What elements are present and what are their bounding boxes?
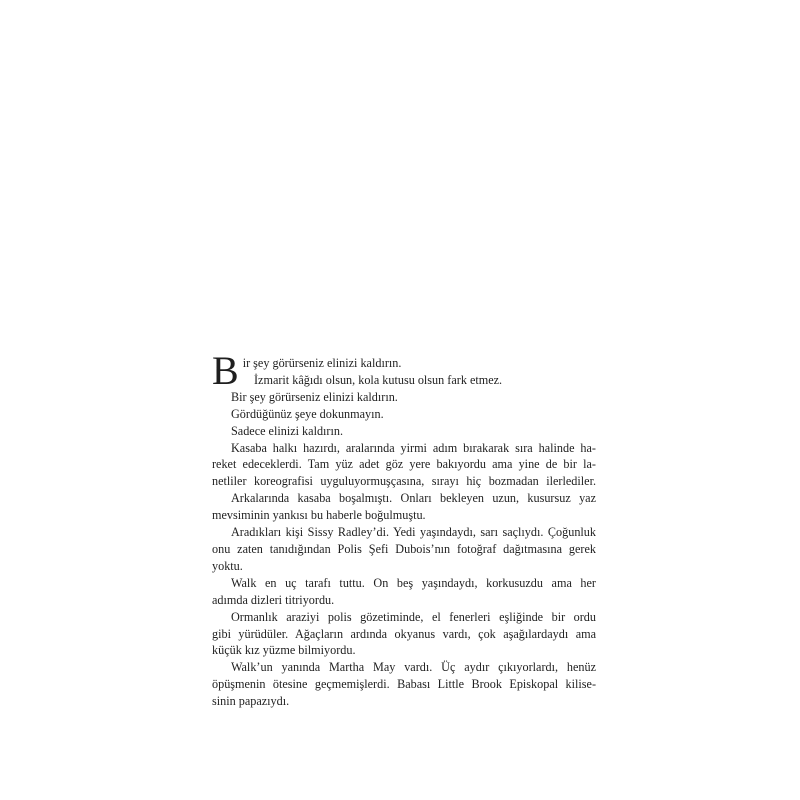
body-text xyxy=(212,348,596,710)
drop-cap: B xyxy=(212,348,239,393)
opening-line: ir şey görürseniz elinizi kaldırın. xyxy=(242,356,402,370)
paragraph-line: reket edeceklerdi. Tam yüz adet göz yere bakıyordu ama yine de bir la- xyxy=(212,457,596,472)
paragraph xyxy=(212,575,596,609)
paragraph xyxy=(212,440,596,491)
paragraph-line: yoktu. xyxy=(212,558,243,573)
paragraph-line: Arkalarında kasaba boşalmıştı. Onları bekleyen uzun, kusursuz yaz xyxy=(231,491,596,506)
paragraph xyxy=(212,659,596,710)
paragraph-line: İzmarit kâğıdı olsun, kola kutusu olsun fark etmez. xyxy=(254,372,503,387)
paragraph-line: Walk en uç tarafı tuttu. On beş yaşındaydı, korkusuzdu ama her xyxy=(231,575,596,590)
paragraph-line: Bir şey görürseniz elinizi kaldırın. xyxy=(231,389,398,404)
paragraph-line: adımda dizleri titriyordu. xyxy=(212,592,335,607)
paragraph-line: mevsiminin yankısı bu haberle boğulmuştu. xyxy=(212,508,426,523)
paragraph-line: Sadece elinizi kaldırın. xyxy=(231,423,344,438)
paragraph xyxy=(212,609,596,660)
paragraph-line: sinin papazıydı. xyxy=(212,694,290,709)
paragraph xyxy=(212,524,596,575)
paragraph-line: küçük kız yüzme bilmiyordu. xyxy=(212,643,356,658)
paragraph-line: Aradıkları kişi Sissy Radley’di. Yedi yaşındaydı, sarı saçlıydı. Çoğunluk xyxy=(231,525,596,540)
paragraph-line: gibi yürüdüler. Ağaçların ardında okyanus vardı, çok aşağılardaydı ama xyxy=(212,626,596,641)
paragraph-line: Gördüğünüz şeye dokunmayın. xyxy=(231,406,384,421)
paragraph-line: Ormanlık araziyi polis gözetiminde, el fenerleri eşliğinde bir ordu xyxy=(231,609,596,624)
paragraph-line: Walk’un yanında Martha May vardı. Üç aydır çıkıyorlardı, henüz xyxy=(231,660,596,675)
paragraph-line: öpüşmenin ötesine geçmemişlerdi. Babası Little Brook Episkopal kilise- xyxy=(212,677,596,692)
paragraph-line: onu zaten tanıdığından Polis Şefi Dubois’nın fotoğraf dağıtmasına gerek xyxy=(212,541,596,556)
paragraph xyxy=(212,490,596,524)
paragraph-line: Kasaba halkı hazırdı, aralarında yirmi adım bırakarak sıra halinde ha- xyxy=(231,440,596,455)
paragraph-line: netliler koreografisi uyguluyormuşçasına, sırayı hiç bozmadan ilerlediler. xyxy=(212,474,596,489)
